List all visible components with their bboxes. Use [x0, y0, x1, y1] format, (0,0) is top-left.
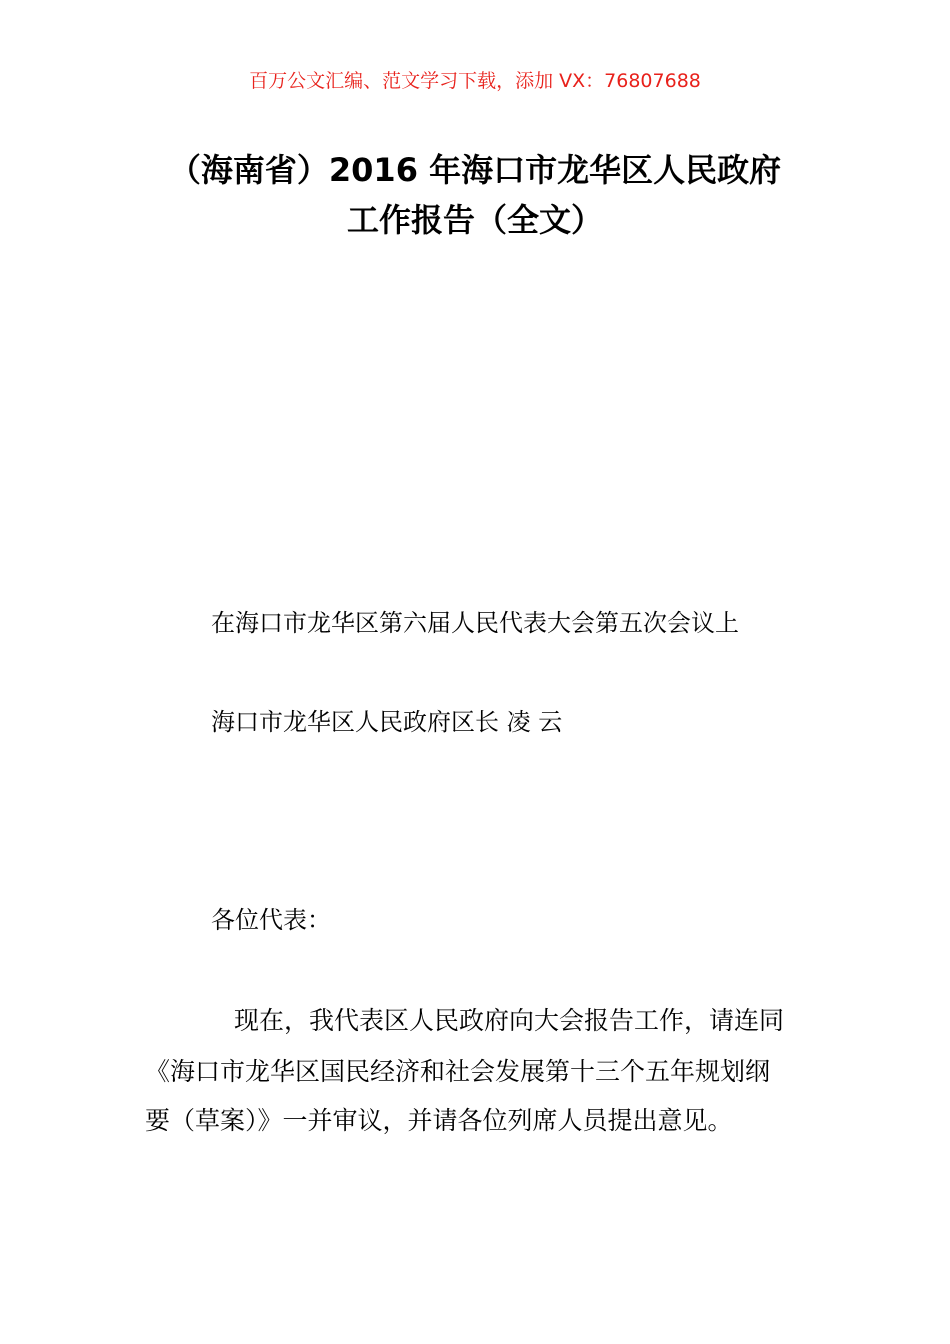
body-paragraph-line: 《海口市龙华区国民经济和社会发展第十三个五年规划纲 [145, 1057, 771, 1086]
meeting-occasion: 在海口市龙华区第六届人民代表大会第五次会议上 [211, 609, 739, 637]
document-title-line-1: （海南省）2016 年海口市龙华区人民政府 [168, 151, 782, 189]
document-title-line-2: 工作报告（全文） [346, 201, 603, 239]
header-note: 百万公文汇编、范文学习下载，添加 VX：76807688 [249, 70, 701, 92]
body-paragraph-line: 现在，我代表区人民政府向大会报告工作，请连同 [234, 1006, 785, 1035]
body-paragraph-line: 要（草案）》一并审议，并请各位列席人员提出意见。 [145, 1106, 733, 1135]
speaker-line: 海口市龙华区人民政府区长 凌 云 [211, 708, 563, 736]
greeting: 各位代表： [211, 906, 331, 934]
